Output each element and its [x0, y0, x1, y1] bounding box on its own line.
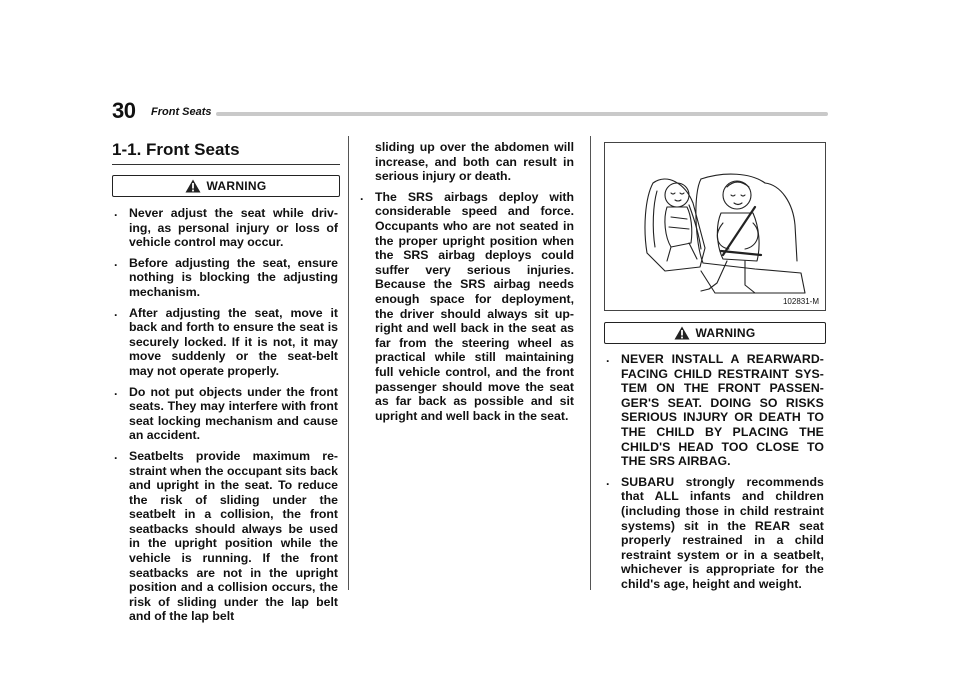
left-column [112, 206, 338, 630]
warning-triangle-icon [185, 179, 201, 193]
child-seat-illustration [604, 142, 826, 311]
running-header-section: Front Seats [151, 106, 212, 118]
middle-column [358, 140, 574, 429]
warning-label: WARNING [695, 326, 756, 340]
column-divider-left [348, 136, 349, 590]
figure-id: 102831-M [782, 297, 819, 306]
right-column [604, 352, 824, 598]
page-number: 30 [112, 98, 136, 123]
middle-warning-list [358, 190, 574, 424]
list-item: . Before adjusting the seat, ensure nothing is blocking the adjusting mechanism. [112, 256, 338, 300]
list-item: . After adjusting the seat, move it back and forth to ensure the seat is securely locked. If it is not, it may move suddenly or the seat-belt may not operate properly. [112, 306, 338, 379]
warning-box-left [112, 175, 340, 197]
section-title: 1-1. Front Seats [112, 140, 340, 165]
warning-triangle-icon [674, 326, 690, 340]
header-rule [216, 112, 828, 116]
right-warning-list [604, 352, 824, 592]
list-item: . Seatbelts provide maximum re-straint when the occupant sits back and upright in the seat. To reduce the risk of sliding under the seatbelt in a collision, the front seatbacks should always be used in the upright position while the vehicle is running. If the front seatbacks are not in the upright position and a collision occurs, the risk of sliding under the lap belt and of the lap belt [112, 449, 338, 624]
left-warning-list [112, 206, 338, 624]
child-seat-drawing [605, 143, 825, 310]
list-item: . Do not put objects under the front seats. They may interfere with front seat locking mechanism and cause an accident. [112, 385, 338, 443]
list-item: . The SRS airbags deploy with considerable speed and force. Occupants who are not seated in the proper upright position when the SRS airbag deploys could suffer very serious injuries. Because the SRS airbag needs enough space for deployment, the driver should always sit up-right and well back in the seat as far from the steering wheel as practical while still maintaining full vehicle control, and the front passenger should move the seat as far back as possible and sit upright and well back in the seat. [358, 190, 574, 424]
warning-box-right [604, 322, 826, 344]
column-divider-right [590, 136, 591, 590]
list-item: . SUBARU strongly recommends that ALL infants and children (including those in child restraint systems) sit in the REAR seat properly restrained in a child restraint system or in a seatbelt, whichever is appropriate for the child's age, height and weight. [604, 475, 824, 592]
list-item: . NEVER INSTALL A REARWARD-FACING CHILD RESTRAINT SYS-TEM ON THE FRONT PASSEN-GER'S SEAT. DOING SO RISKS SERIOUS INJURY OR DEATH TO THE CHILD BY PLACING THE CHILD'S HEAD TOO CLOSE TO THE SRS AIRBAG. [604, 352, 824, 469]
continuation-text: sliding up over the abdomen will increase, and both can result in serious injury or death. [375, 140, 574, 184]
warning-label: WARNING [206, 179, 267, 193]
list-item: . Never adjust the seat while driv-ing, as personal injury or loss of vehicle control may occur. [112, 206, 338, 250]
